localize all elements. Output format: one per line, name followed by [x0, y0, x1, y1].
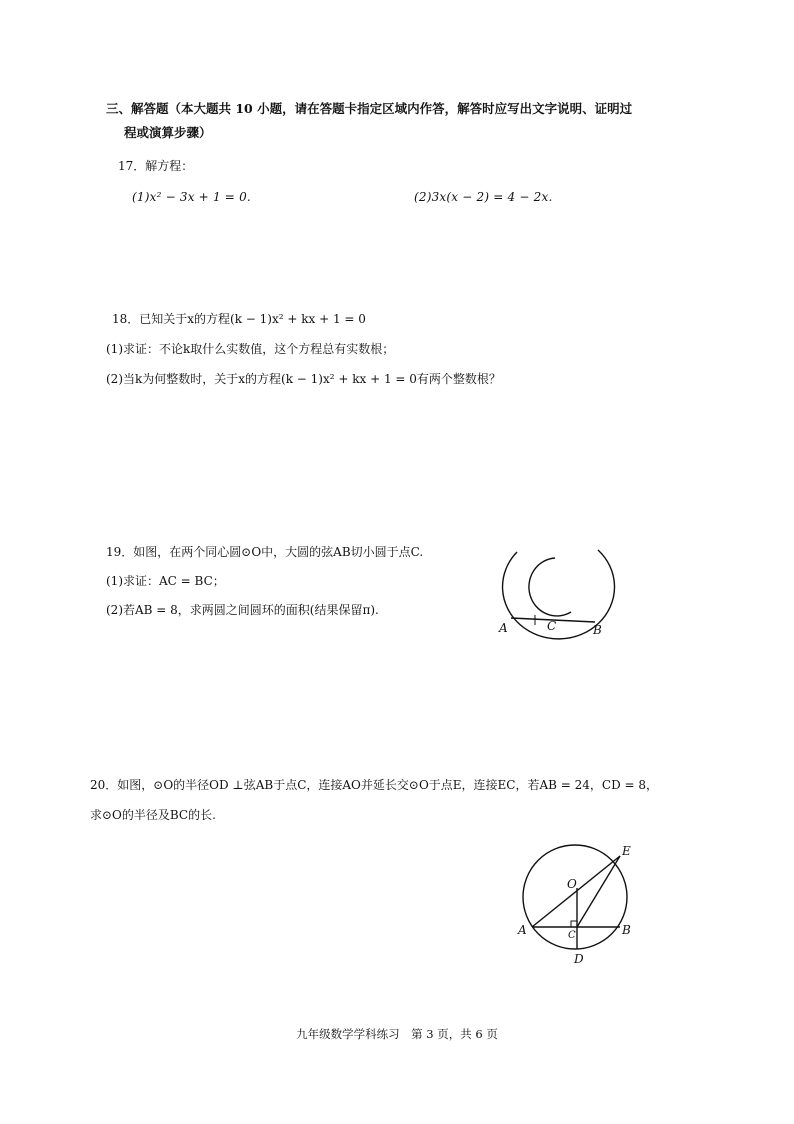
q20-label-e: E: [622, 844, 631, 858]
q18-part2: (2)当k为何整数时，关于x的方程(k − 1)x² + kx + 1 = 0有两个整数根？: [106, 372, 501, 386]
q19-small-circle: [529, 558, 571, 616]
section-heading-line2: 程或演算步骤）: [124, 125, 212, 140]
q17-part2: (2)3x(x − 2) = 4 − 2x.: [414, 190, 553, 204]
q19-label-a: A: [499, 621, 508, 635]
q20-label-o: O: [567, 877, 577, 891]
q20-line1: 20．如图，⊙O的半径OD ⊥弦AB于点C，连接AO并延长交⊙O于点E，连接EC，若AB = 24，CD = 8，: [90, 778, 659, 792]
q18-title: 18．已知关于x的方程(k − 1)x² + kx + 1 = 0: [112, 312, 366, 326]
q19-part1: (1)求证：AC = BC；: [106, 574, 225, 588]
q20-label-a: A: [518, 923, 527, 937]
q19-label-c: C: [547, 619, 557, 633]
q20-label-d: D: [574, 952, 584, 966]
section-heading-line1: 三、解答题（本大题共 10 小题，请在答题卡指定区域内作答，解答时应写出文字说明、证明过: [106, 101, 633, 116]
q20-right-angle-mark: [571, 921, 577, 927]
q18-part1: (1)求证：不论k取什么实数值，这个方程总有实数根；: [106, 342, 395, 356]
q19-label-b: B: [593, 623, 602, 637]
q20-label-b: B: [622, 923, 631, 937]
q20-line2: 求⊙O的半径及BC的长.: [90, 808, 216, 822]
q20-label-c: C: [568, 930, 576, 941]
q17-title: 17．解方程：: [118, 159, 194, 173]
q19-part2: (2)若AB = 8，求两圆之间圆环的面积(结果保留π).: [106, 603, 379, 617]
q20-segment-ec: [577, 856, 620, 927]
q19-figure-concentric-circles: [495, 540, 620, 645]
q20-segment-ae: [532, 856, 620, 927]
q19-title: 19．如图，在两个同心圆⊙O中，大圆的弦AB切小圆于点C.: [106, 545, 424, 559]
q17-part1: (1)x² − 3x + 1 = 0.: [132, 190, 251, 204]
q20-figure-circle: [512, 840, 647, 970]
page-footer: 九年级数学学科练习 第 3 页，共 6 页: [296, 1027, 498, 1041]
